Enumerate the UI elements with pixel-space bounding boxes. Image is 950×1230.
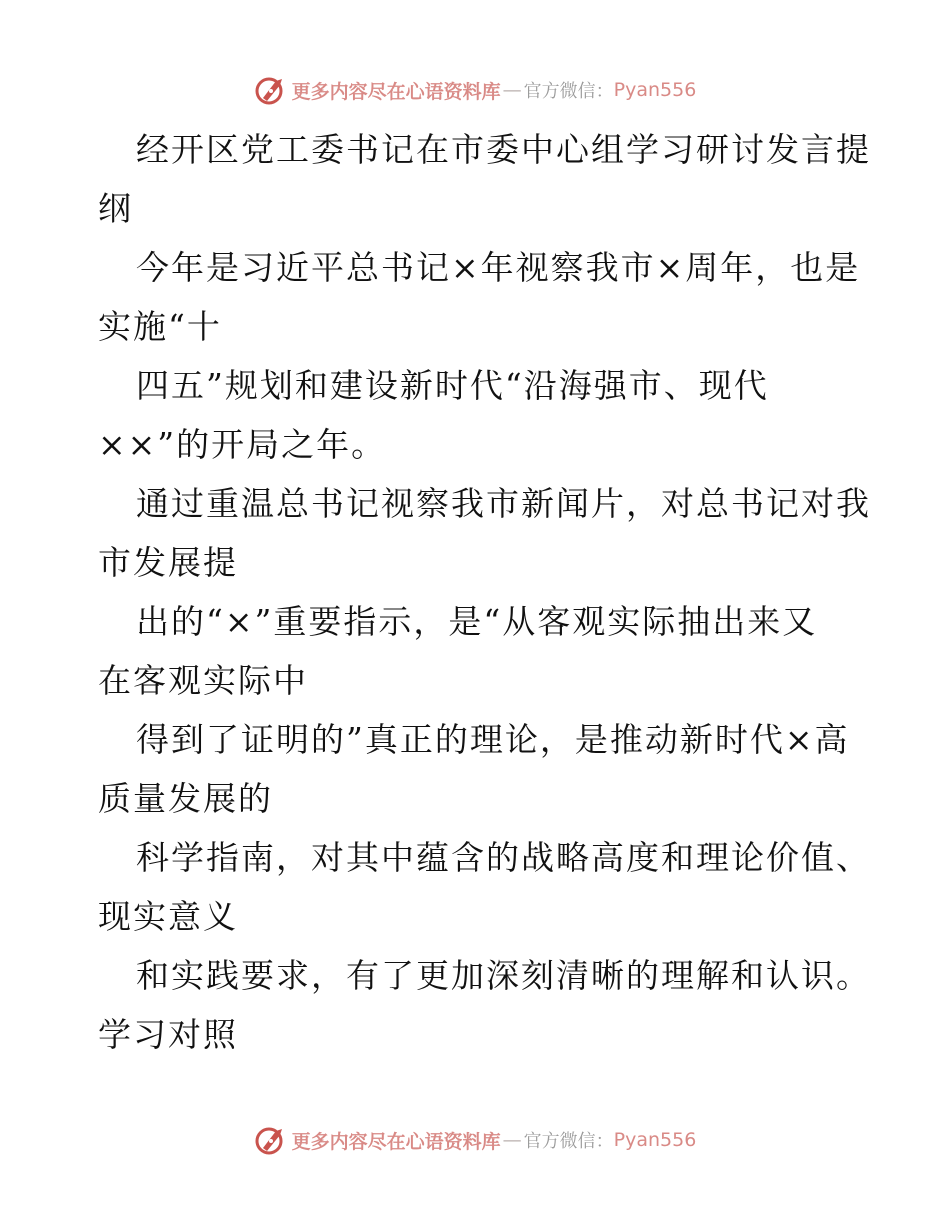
paragraph-line: 实施“十	[98, 307, 222, 346]
paragraph-line: 和实践要求，有了更加深刻清晰的理解和认识。	[136, 956, 871, 995]
watermark-wechat-label: 官方微信：	[523, 81, 614, 102]
paragraph-line: 市发展提	[98, 543, 238, 582]
document-body	[98, 120, 871, 1064]
paragraph-line: 质量发展的	[98, 779, 273, 818]
paragraph-line: 得到了证明的”真正的理论，是推动新时代×高	[136, 720, 850, 759]
watermark-wechat-id: Pyan556	[613, 79, 697, 101]
pen-nib-circle-icon	[254, 73, 288, 107]
paragraph-line: 现实意义	[98, 897, 238, 936]
watermark-dash: —	[502, 1129, 522, 1151]
paragraph-line: 四五”规划和建设新时代“沿海强市、现代	[136, 366, 769, 405]
paragraph-line: 出的“×”重要指示，是“从客观实际抽出来又	[136, 602, 818, 641]
document-title-line-2: 纲	[98, 189, 133, 228]
pen-nib-circle-icon	[254, 1123, 288, 1157]
paragraph-line: ××”的开局之年。	[98, 425, 387, 464]
watermark-dash: —	[502, 79, 522, 101]
watermark-wechat-label: 官方微信：	[523, 1131, 614, 1152]
paragraph-line: 今年是习近平总书记×年视察我市×周年，也是	[136, 248, 861, 287]
paragraph-line: 科学指南，对其中蕴含的战略高度和理论价值、	[136, 838, 871, 877]
watermark-brand-text: 更多内容尽在心语资料库	[291, 1130, 501, 1153]
paragraph-line: 在客观实际中	[98, 661, 308, 700]
watermark-wechat-id: Pyan556	[613, 1129, 697, 1151]
header-watermark	[0, 70, 950, 110]
document-title-line-1: 经开区党工委书记在市委中心组学习研讨发言提	[136, 130, 871, 169]
paragraph-line: 通过重温总书记视察我市新闻片，对总书记对我	[136, 484, 871, 523]
watermark-brand-text: 更多内容尽在心语资料库	[291, 80, 501, 103]
paragraph-line: 学习对照	[98, 1015, 238, 1054]
footer-watermark	[0, 1120, 950, 1160]
